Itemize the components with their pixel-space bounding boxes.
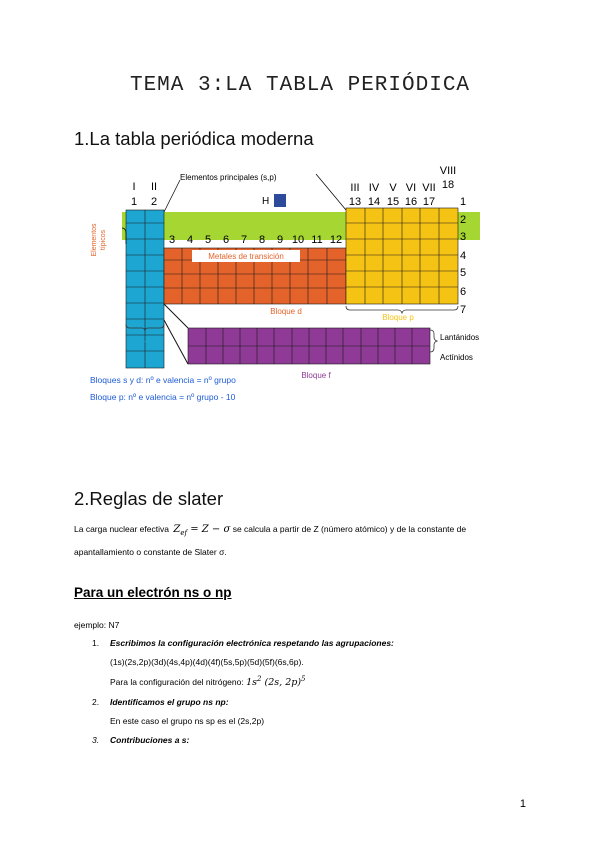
section-2-heading: 2.Reglas de slater	[74, 488, 224, 509]
p-block-brace	[346, 306, 458, 313]
period-num-1: 1	[460, 196, 467, 208]
h-element-box	[274, 194, 286, 207]
group-roman-14: IV	[368, 182, 380, 194]
step-2-number: 2.	[92, 697, 100, 707]
periodic-table-figure	[84, 160, 514, 410]
note-s-d-blocks: Bloques s y d: nº e valencia = nº grupo	[90, 375, 236, 385]
period-num-3: 3	[460, 231, 467, 243]
period-num-5: 5	[460, 267, 467, 279]
group-roman-1: I	[132, 181, 136, 193]
group-num-18: 18	[441, 179, 455, 191]
transition-num-8: 8	[258, 234, 266, 246]
f-connector-top	[164, 304, 188, 328]
transition-num-5: 5	[204, 234, 212, 246]
transition-metals-label: Metales de transición	[208, 252, 284, 261]
nitrogen-config-label: Para la configuración del nitrógeno:	[110, 677, 244, 688]
step-2-title: Identificamos el grupo ns np:	[110, 697, 229, 707]
period-num-7: 7	[460, 304, 467, 316]
block-f-label: Bloque f	[301, 371, 331, 380]
period-num-4: 4	[460, 250, 467, 262]
group-roman-15: V	[389, 182, 397, 194]
p-block	[346, 208, 458, 304]
transition-num-4: 4	[186, 234, 194, 246]
step-3-title: Contribuciones a s:	[110, 735, 190, 745]
step-1-number: 1.	[92, 638, 100, 648]
example-label: ejemplo: N7	[74, 620, 120, 630]
principal-elements-label: Elementos principales (s,p)	[180, 173, 277, 182]
intro-text-a: La carga nuclear efectiva	[74, 524, 169, 534]
block-p-label: Bloque p	[382, 313, 414, 322]
principal-pointer-left	[164, 180, 180, 212]
f-block	[188, 328, 430, 364]
block-s-label: Bloque s	[126, 335, 158, 344]
slater-intro-line-2: apantallamiento o constante de Slater σ.	[74, 547, 227, 557]
intro-text-b: se calcula a partir de Z (número atómico) y de la constante de	[232, 524, 467, 534]
group-num-14: 14	[367, 196, 381, 208]
group-num-16: 16	[404, 196, 418, 208]
typical-elements-label-2: típicos	[100, 229, 107, 251]
note-p-block: Bloque p: nº e valencia = nº grupo - 10	[90, 392, 236, 402]
f-block-brace	[430, 330, 437, 352]
group-roman-18: VIII	[439, 165, 457, 177]
f-connector-bottom	[164, 320, 188, 364]
group-num-13: 13	[348, 196, 362, 208]
step-2-text: En este caso el grupo ns sp es el (2s,2p)	[110, 716, 265, 726]
group-num-2: 2	[150, 196, 158, 208]
group-num-15: 15	[386, 196, 400, 208]
document-title: TEMA 3:LA TABLA PERIÓDICA	[129, 74, 471, 97]
transition-num-10: 10	[291, 234, 305, 246]
slater-intro-line-1	[74, 524, 466, 537]
section-1-heading: 1.La tabla periódica moderna	[74, 128, 314, 149]
h-label: H	[262, 196, 270, 207]
period-num-6: 6	[460, 286, 467, 298]
actinides-label: Actínidos	[440, 353, 473, 362]
formula-1s-sup: 2	[257, 675, 262, 683]
typical-elements-label-1: Elementos	[91, 223, 98, 257]
nitrogen-config-formula	[246, 677, 305, 688]
effective-charge-formula	[173, 524, 230, 535]
group-num-1: 1	[130, 196, 138, 208]
formula-z: Z	[173, 524, 181, 535]
period-num-2: 2	[460, 214, 467, 226]
lanthanides-label: Lantánidos	[440, 333, 480, 342]
group-num-17: 17	[422, 196, 436, 208]
transition-num-11: 11	[311, 234, 323, 246]
formula-1s: 1s	[246, 677, 258, 689]
transition-num-6: 6	[222, 234, 230, 246]
step-1-title: Escribimos la configuración electrónica respetando las agrupaciones:	[110, 638, 394, 648]
principal-pointer-right	[316, 174, 346, 210]
page-number: 1	[519, 798, 526, 810]
step-3-number: 3.	[92, 735, 100, 745]
formula-rest: = Z − σ	[190, 524, 231, 535]
group-roman-2: II	[150, 181, 158, 193]
transition-num-3: 3	[168, 234, 176, 246]
group-roman-13: III	[350, 182, 360, 194]
block-d-label: Bloque d	[270, 307, 302, 316]
group-roman-17: VII	[422, 182, 436, 194]
formula-2s2p-sup: 5	[301, 675, 306, 683]
s-block	[126, 210, 164, 368]
formula-sub: ef	[180, 529, 188, 537]
transition-num-12: 12	[329, 234, 343, 246]
transition-num-7: 7	[240, 234, 248, 246]
step-1-configuration: (1s)(2s,2p)(3d)(4s,4p)(4d)(4f)(5s,5p)(5d)(5f)(6s,6p).	[110, 657, 304, 667]
group-roman-16: VI	[405, 182, 417, 194]
subheading-ns-np: Para un electrón ns o np	[74, 585, 232, 600]
formula-2s2p: (2s, 2p)	[264, 677, 302, 689]
transition-num-9: 9	[276, 234, 284, 246]
step-1-nitrogen-line	[110, 675, 306, 688]
